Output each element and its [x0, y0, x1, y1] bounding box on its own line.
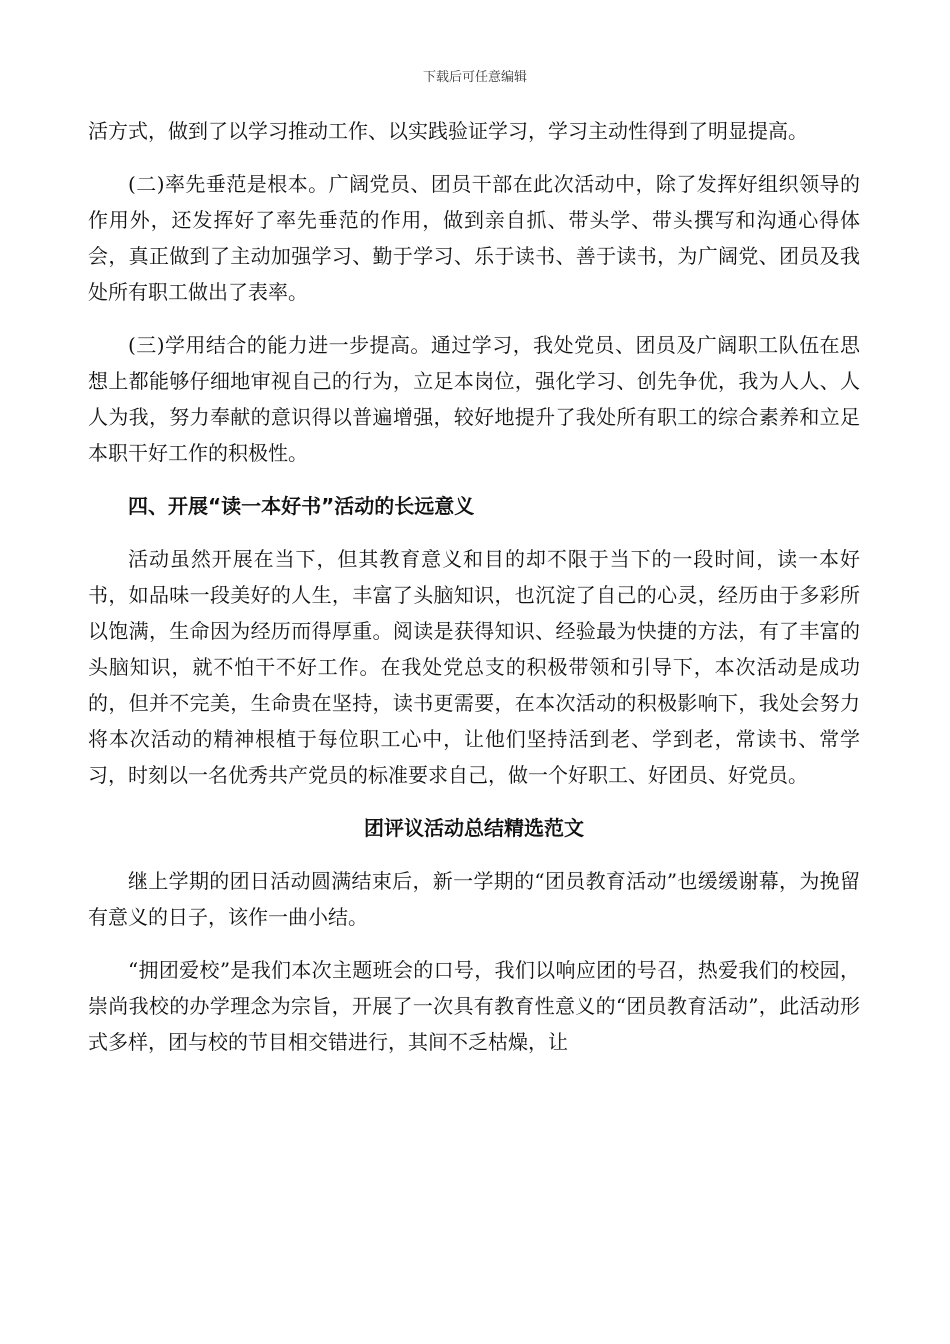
section-heading-4: 四、开展“读一本好书”活动的长远意义	[128, 494, 475, 518]
paragraph-continuation: 活方式，做到了以学习推动工作、以实践验证学习，学习主动性得到了明显提高。	[88, 119, 808, 143]
article-title: 团评议活动总结精选范文	[364, 816, 584, 840]
paragraph-long-term-significance: 活动虽然开展在当下，但其教育意义和目的却不限于当下的一段时间，读一本好书，如品味一段美好的人生，丰富了头脑知识，也沉淀了自己的心灵，经历由于多彩所以饱满，生命因为经历而得厚重。阅读是获得知识、经验最为快捷的方法，有了丰富的头脑知识，就不怕干不好工作。在我处党总支的积极带领和引导下，本次活动是成功的，但并不完美，生命贵在坚持，读书更需要，在本次活动的积极影响下，我处会努力将本次活动的精神根植于每位职工心中，让他们坚持活到老、学到老，常读书、常学习，时刻以一名优秀共产党员的标准要求自己，做一个好职工、好团员、好党员。	[88, 547, 860, 787]
paragraph-learning-application: (三)学用结合的能力进一步提高。通过学习，我处党员、团员及广阔职工队伍在思想上都能够仔细地审视自己的行为，立足本岗位，强化学习、创先争优，我为人人、人人为我，努力奉献的意识得以普遍增强，较好地提升了我处所有职工的综合素养和立足本职干好工作的积极性。	[88, 333, 860, 465]
page-header: 下载后可任意编辑	[422, 70, 527, 85]
paragraph-intro: 继上学期的团日活动圆满结束后，新一学期的“团员教育活动”也缓缓谢幕，为挽留有意义的日子，该作一曲小结。	[88, 869, 860, 929]
paragraph-role-model: (二)率先垂范是根本。广阔党员、团员干部在此次活动中，除了发挥好组织领导的作用外，还发挥好了率先垂范的作用，做到亲自抓、带头学、带头撰写和沟通心得体会，真正做到了主动加强学习、勤于学习、乐于读书、善于读书，为广阔党、团员及我处所有职工做出了表率。	[88, 172, 860, 304]
paragraph-slogan: “拥团爱校”是我们本次主题班会的口号，我们以响应团的号召，热爱我们的校园，崇尚我校的办学理念为宗旨，开展了一次具有教育性意义的“团员教育活动”，此活动形式多样，团与校的节目相交错进行，其间不乏枯燥，让	[88, 958, 860, 1054]
document-body	[88, 113, 860, 1077]
